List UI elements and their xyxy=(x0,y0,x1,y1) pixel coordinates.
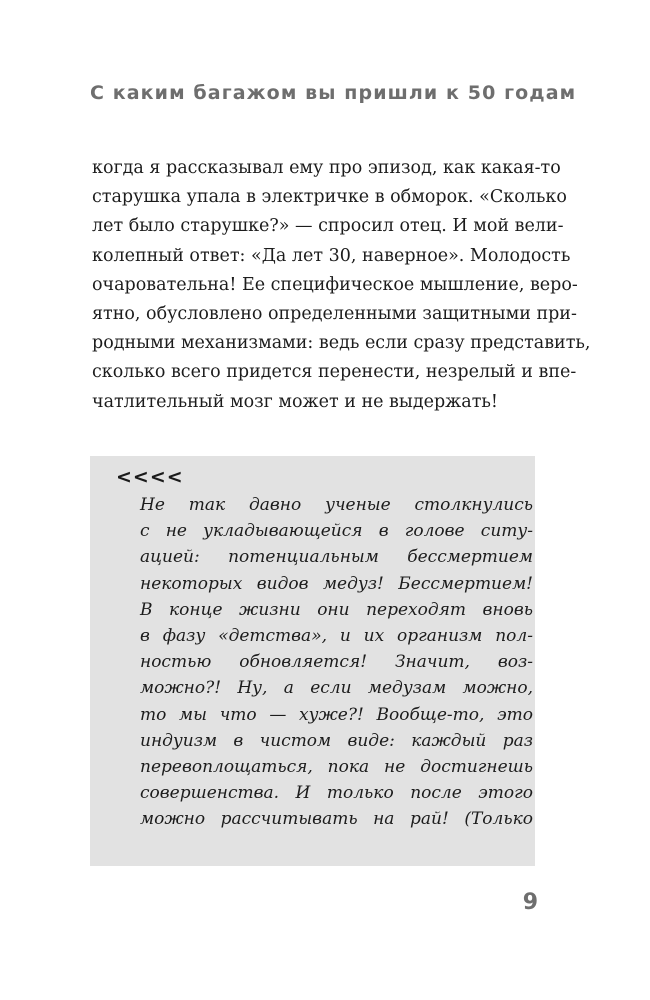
sidebar-line: Не так давно ученые столкнулись xyxy=(140,495,533,515)
body-line: очаровательна! Ее специфическое мышление, веро- xyxy=(92,274,578,295)
body-line: старушка упала в электричке в обморок. «Сколько xyxy=(92,187,567,208)
sidebar-box xyxy=(90,456,535,866)
sidebar-line: с не укладывающейся в голове ситу- xyxy=(140,521,533,542)
sidebar-line: некоторых видов медуз! Бессмертием! xyxy=(140,573,533,594)
sidebar-line: совершенства. И только после этого xyxy=(140,783,533,804)
sidebar-line: можно рассчитывать на рай! (Только xyxy=(140,809,533,830)
body-line: колепный ответ: «Да лет 30, наверное». Молодость xyxy=(92,245,571,266)
body-line: ятно, обусловлено определенными защитными при- xyxy=(92,304,577,325)
sidebar-marker: <<<< xyxy=(116,466,184,488)
sidebar-line: В конце жизни они переходят вновь xyxy=(140,599,533,620)
body-paragraph xyxy=(92,154,591,417)
body-line: лет было старушке?» — спросил отец. И мой вели- xyxy=(92,216,564,237)
page-number: 9 xyxy=(522,890,538,915)
sidebar-line: в фазу «детства», и их организм пол- xyxy=(140,626,533,647)
sidebar-line: то мы что — хуже?! Вообще-то, это xyxy=(140,704,533,725)
body-line: когда я рассказывал ему про эпизод, как какая-то xyxy=(92,158,561,178)
sidebar-line: ацией: потенциальным бессмертием xyxy=(140,547,533,568)
body-line: родными механизмами: ведь если сразу представить, xyxy=(92,333,591,354)
sidebar-line: индуизм в чистом виде: каждый раз xyxy=(140,730,533,751)
sidebar-line: ностью обновляется! Значит, воз- xyxy=(140,652,533,673)
running-head: С каким багажом вы пришли к 50 годам xyxy=(90,82,577,104)
sidebar-text xyxy=(140,492,533,833)
sidebar-line: перевоплощаться, пока не достигнешь xyxy=(140,757,533,778)
body-line: чатлительный мозг может и не выдержать! xyxy=(92,391,498,412)
sidebar-line: можно?! Ну, а если медузам можно, xyxy=(140,678,533,699)
body-line: сколько всего придется перенести, незрелый и впе- xyxy=(92,362,577,383)
